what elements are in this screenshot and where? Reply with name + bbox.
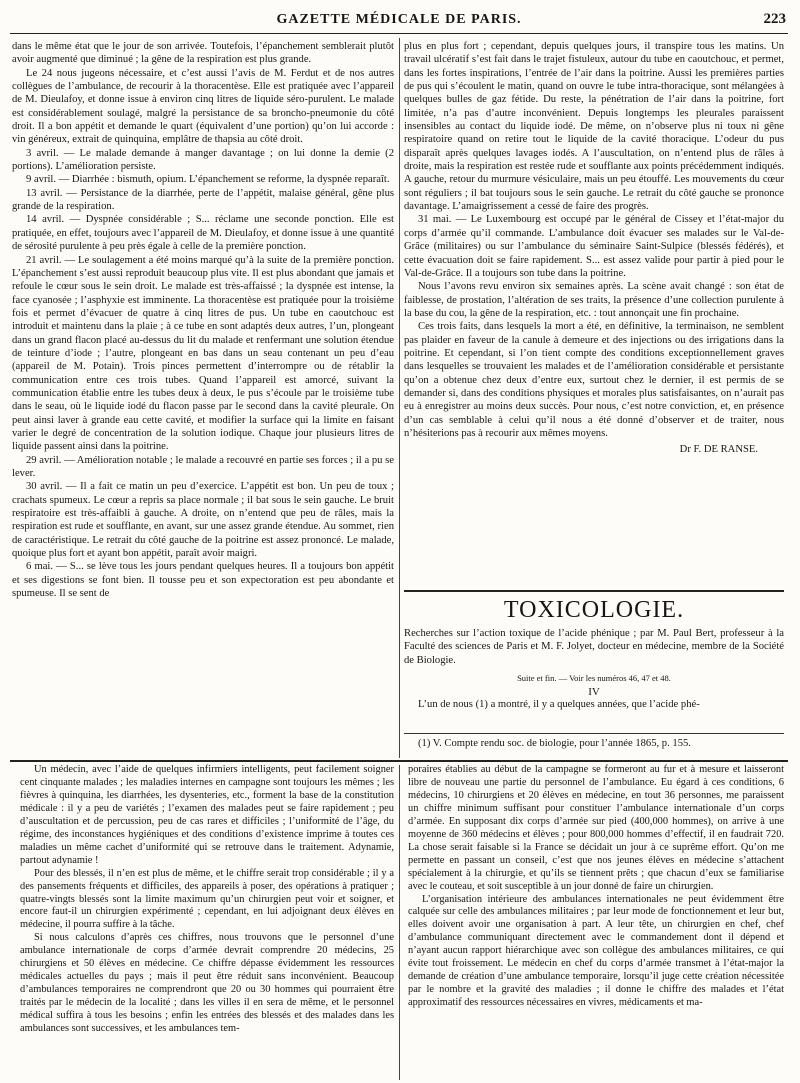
paragraph: poraires établies au début de la campagne se formeront au fur et à mesure et laisseront libre de nouveau une partie du personnel de l’ambulance. Eu égard à ces conditions, 6 médecins, 10 chirurgiens et 20 élèves en médecine, en tout 36 personnes, me paraissent un chiffre minimum suffisant pour constituer l’ambulance internationale d’un corps d’armée. En supposant dix corps d’armée sur pied (400,000 hommes), on arrive à une moyenne de 360 médecins et élèves ; pour 800,000 hommes d’effectif, il en faudrait 720. La chose serait faisable si la France se décidait un jour à ce suprême effort. Qu’on me permette en passant un conseil, c’est que nos jeunes élèves en médecine s’attachent spécialement à la chirurgie, et qu’ils se tiennent prêts ; que chacun d’eux se familiarise avec le couteau, et soit susceptible à un jour donné de faire un chirurgien. [408,764,784,892]
paragraph: L’un de nous (1) a montré, il y a quelques années, que l’acide phé- [418,699,700,711]
column-left-top [12,40,394,752]
paragraph: Le 24 nous jugeons nécessaire, et c’est aussi l’avis de M. Ferdut et de nos autres collègues de l’ambulance, de recourir à la thoracentèse. Elle est pratiquée avec l’appareil de M. Dieulafoy, et donne issue à environ cinq litres de liquide séro-purulent. Le malade est considérablement soulagé, malgré la persistance de sa broncho-pneumonie du côté droit. Il a bon appétit et demande le quart (équivalent d’une portion) qu’on lui accorde : vin généreux, extrait de quinquina, emplâtre de thapsia au côté droit. [12,67,394,146]
article-subtitle: Recherches sur l’action toxique de l’acide phénique ; par M. Paul Bert, professeur à la Faculté des sciences de Paris et M. F. Jolyet, docteur en médecine, membre de la Société de Biologie. [404,628,784,666]
paragraph: dans le même état que le jour de son arrivée. Toutefois, l’épanchement semblerait plutôt avoir augmenté que diminué ; la gêne de la respiration est plus grande. [12,41,394,66]
paragraph: 21 avril. — Le soulagement a été moins marqué qu’à la suite de la première ponction. L’épanchement s’est aussi reproduit beaucoup plus vite. Il est plus abondant que jamais et refoule le cœur sous le sein droit. Le malade est très-affaissé ; la dyspnée est intense, la face cyanosée ; l’asphyxie est imminente. La thoracentèse est pratiquée pour la troisième fois et permet d’évacuer de quatre à cinq litres de pus. Un tube en caoutchouc est introduit et maintenu dans la plaie ; à ce tube en sont adaptés deux autres, l’un, plongeant dans un grand flacon placé au-dessus du lit du malade et renfermant une solution étendue de teinture d’iode ; l’autre, plongeant en bas dans un seau contenant un peu d’eau (appareil de M. Potain). Trois pinces permettent d’interrompre ou de rétablir la communication entre ces trois tubes. Quand l’appareil est amorcé, suivant la communication établie entre les tubes deux à deux, le pus s’écoule par le troisième tube dans le seau, où le liquide iodé du flacon passe par le second dans la cavité pleurale. On peut ainsi laver à grande eau cette cavité, et modifier la surface qui la limite en faisant varier le degré de concentration de la solution iodique. Chaque jour plusieurs litres de liquide passent ainsi dans la poitrine. [12,254,394,453]
paragraph: 31 mai. — Le Luxembourg est occupé par le général de Cissey et l’état-major du corps d’armée qu’il commande. L’ambulance doit évacuer ses malades sur le Val-de-Grâce (militaires) ou sur l’ambulance du séminaire Saint-Sulpice (blessés fédérés), et cette évacuation doit se faire rapidement. S... est assez valide pour partir à pied pour le Val-de-Grâce. Il a toujours son tube dans la poitrine. [404,214,784,279]
paragraph: Pour des blessés, il n’en est plus de même, et le chiffre serait trop considérable ; il y a des pansements fréquents et difficiles, des appareils à poser, des opérations à pratiquer ; quatre-vingts blessés sont la limite maximum qu’un chirurgien peut voir et soigner, et encore faut-il un chirurgien expérimenté ; cependant, en lui adjoignant deux élèves en médecine, il pourra suffire à la tâche. [20,867,394,931]
paragraph: 14 avril. — Dyspnée considérable ; S... réclame une seconde ponction. Elle est pratiquée, en effet, toujours avec l’appareil de M. Dieulafoy, et donne issue à une quantité de sérosité purulente à peu près égale à celle de la première ponction. [12,214,394,253]
section-heading: TOXICOLOGIE. [503,597,685,623]
column-right-bottom [408,764,784,1082]
page-header [10,8,788,34]
paragraph: 30 avril. — Il a fait ce matin un peu d’exercice. L’appétit est bon. Un peu de toux ; crachats spumeux. Le cœur a repris sa place normale ; il bat sous le sein gauche. Le bruit respiratoire est très-affaibli à gauche. A droite, on n’entend que peu de râles, mais la respiration est rude et soufflante, en avant, sur une assez grande étendue. Au sommet, rien de caractéristique. Le retrait du côté gauche de la poitrine est assez prononcé. Le malade, quoique plus fort et ayant bon appétit, paraît avoir maigri. [12,481,394,560]
paragraph: 3 avril. — Le malade demande à manger davantage ; on lui donne la demie (2 portions). L’amélioration persiste. [12,147,394,173]
page-number: 223 [763,11,786,27]
column-divider [399,38,400,758]
page-divider [10,760,788,762]
footnote: (1) V. Compte rendu soc. de biologie, pour l’année 1865, p. 155. [418,738,691,749]
paragraph: L’organisation intérieure des ambulances internationales ne peut évidemment être calquée sur celle des ambulances militaires ; par leur mode de fonctionnement et leur but, elles doivent avoir une organisation à part. A leur tête, un chirurgien en chef, chef d’ambulance communiquant directement avec le commandement dont il dépend et n’ayant aucun rapport hiérarchique avec son collègue des ambulances militaires, ce qui évite tout froissement. Le médecin en chef du corps d’armée transmet à l’état-major la demande de création d’une ambulance temporaire, lorsqu’il juge cette création nécessitée par le nombre et la gravité des maladies ; il donne le chiffre des malades et l’état approximatif des ressources nécessaires en vivres, médicaments et ma- [408,893,784,1009]
paragraph: 13 avril. — Persistance de la diarrhée, perte de l’appétit, malaise général, gêne plus grande de la respiration. [12,187,394,213]
toxicologie-section [404,595,784,755]
paragraph: 9 avril. — Diarrhée : bismuth, opium. L’épanchement se reforme, la dyspnée reparaît. [26,174,390,186]
author-signature: Dr F. DE RANSE. [679,444,758,456]
paragraph: Un médecin, avec l’aide de quelques infirmiers intelligents, peut facilement soigner cent cinquante malades ; les maladies internes en campagne sont toujours les mêmes ; les fièvres à quinquina, les diarrhées, les dysenteries, etc., forment la base de la constitution médicale : il y a peu de variétés ; l’examen des malades peut se faire rapidement ; peu d’auscultation et de percussion, peu de cas rares et difficiles ; l’uniformité de l’âge, du régime, des inconstances hygiéniques et des conditions d’existence imprime à toutes ces maladies un même cachet d’uniformité qui se retrouve dans le traitement. Adynamie, partout adynamie ! [20,764,394,866]
paragraph: 29 avril. — Amélioration notable ; le malade a recouvré en partie ses forces ; il a pu se lever. [12,454,394,479]
column-left-bottom [20,764,394,1082]
paragraph: plus en plus fort ; cependant, depuis quelques jours, il transpire tous les matins. Un travail ulcératif s’est fait dans le trajet fistuleux, autour du tube en caoutchouc, et permet, dans les fortes inspirations, l’entrée de l’air dans la poitrine. Aussi les premières parties de pus qui s’écoulent le matin, quand on ouvre le tube intra-thoracique, sont mélangées à quelques bulles de gaz fétide. Du reste, la pénétration de l’air dans la poitrine, fort limitée, n’a pas d’autre inconvénient. Depuis longtemps les pleurales paraissent insensibles au contact du liquide iodé. De même, on n’observe plus ni toux ni gêne respiratoire quand on retire tout le liquide de la cavité thoracique. L’odeur du pus disparaît après quelques lavages iodés. A l’auscultation, on n’entend plus de râles à droite, mais la respiration est restée rude et soufflante aux points précédemment indiqués. A gauche, retour du murmure vésiculaire, mais un peu étouffé. Les mouvements du cœur sont réguliers ; il bat toujours sous le sein gauche. Le retrait du côté gauche se prononce davantage. L’amaigrissement a cessé de faire des progrès. [404,41,784,213]
footnote-rule [404,733,784,734]
continuation-note: Suite et fin. — Voir les numéros 46, 47 et 48. [517,673,671,684]
paragraph: Nous l’avons revu environ six semaines après. La scène avait changé : son état de faiblesse, de prostation, l’altération de ses traits, la présence d’une collection purulente à la base du cou, la gêne de la respiration, etc. : tout annonçait une fin prochaine. [404,281,784,319]
section-rule [404,590,784,592]
paragraph: Ces trois faits, dans lesquels la mort a été, en définitive, la terminaison, ne semblent pas plaider en faveur de la canule à demeure et des injections ou des irrigations dans la poitrine. Et cependant, si l’on tient compte des conditions exceptionnellement graves dans lesquelles se trouvaient les malades et de l’amélioration considérable et persistante qu’on a obtenue chez deux d’entre eux, surtout chez le dernier, il est permis de se demander si, dans des conditions physiques et morales plus satisfaisantes, on n’aurait pas eu à enregistrer au moins deux succès. Pour nous, c’est notre conviction, et, en présence d’un cas semblable à celui qu’il nous a été donné d’observer et de traiter, nous n’hésiterions pas à recourir aux mêmes moyens. [404,321,784,439]
paragraph: Si nous calculons d’après ces chiffres, nous trouvons que le personnel d’une ambulance internationale de corps d’armée devrait comprendre 20 médecins, 25 chirurgiens et 50 élèves en médecine. Ce chiffre dépasse évidemment les ressources médicales actuelles du pays ; mais il peut être réduit sans inconvénient. Beaucoup d’ambulances temporaires ne comprendront que 20 ou 30 hommes qui pourraient être traités par le médecin de la localité ; dans les villes il en sera de même, et le personnel médical suffira à tous les besoins ; enfin les entrées des blessés et des malades dans les ambulances sont successives, et les ambulances tem- [20,932,394,1035]
column-divider [399,765,400,1080]
paragraph: 6 mai. — S... se lève tous les jours pendant quelques heures. Il a toujours bon appétit et ses digestions se font bien. Il tousse peu et son expectoration est peu abondante et spumeuse. Il se sent de [12,561,394,600]
column-right-top [404,40,784,585]
section-number: IV [588,686,600,699]
journal-title: GAZETTE MÉDICALE DE PARIS. [276,12,522,27]
